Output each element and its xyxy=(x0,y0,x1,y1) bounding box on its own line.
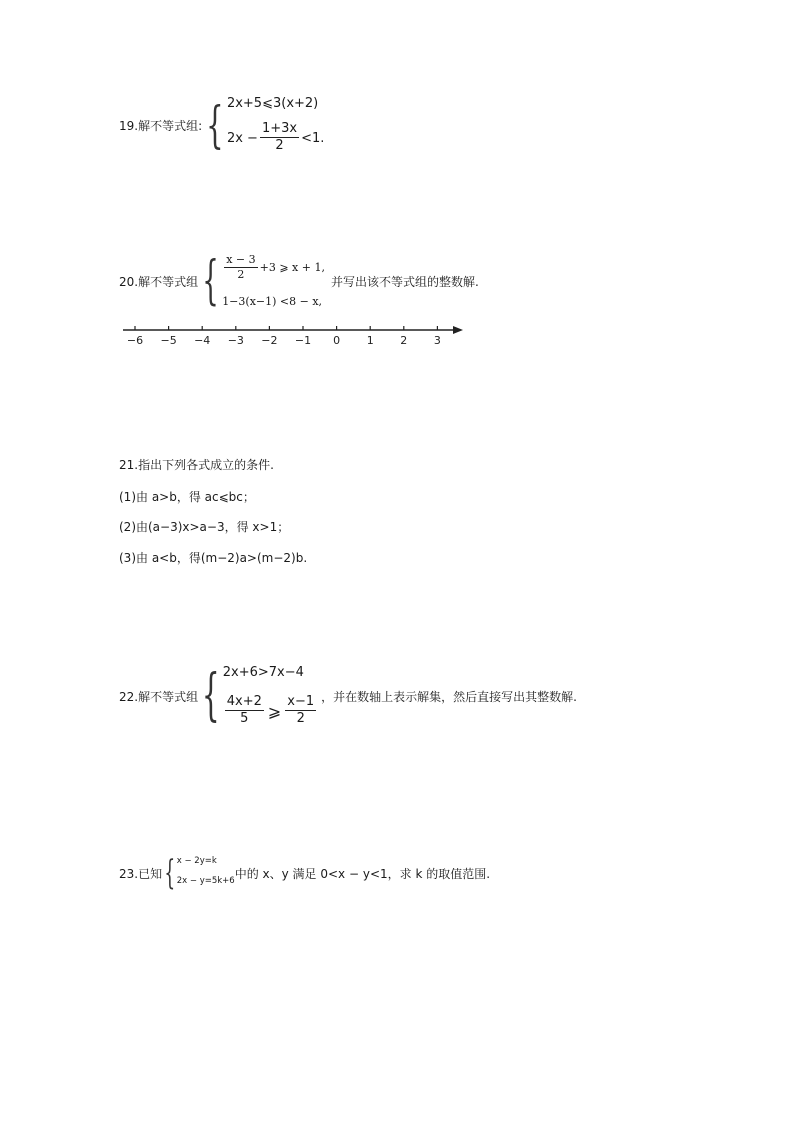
question-19 xyxy=(119,96,324,154)
number-line-tick-label: −4 xyxy=(194,334,211,347)
q23-eq2: 2x − y=5k+6 xyxy=(176,876,235,886)
q21-item-1: (1)由 a>b，得 ac⩽bc； xyxy=(119,490,255,504)
left-brace-icon: { xyxy=(202,251,219,311)
q19-label: 19.解不等式组: xyxy=(119,118,203,133)
number-line-tick-label: 0 xyxy=(333,334,341,347)
q19-fraction: $\frac{1+3x}{2}$ xyxy=(261,121,298,154)
q20-tail: 并写出该不等式组的整数解. xyxy=(330,274,479,289)
q22-system xyxy=(199,665,318,727)
q22-label: 22.解不等式组 xyxy=(119,689,199,704)
q22-eq1: 2x+6>7x−4 xyxy=(222,665,304,680)
q21-item-3: (3)由 a<b，得(m−2)a>(m−2)b. xyxy=(119,551,308,565)
left-brace-icon: { xyxy=(164,853,176,893)
q20-label: 20.解不等式组 xyxy=(119,274,199,289)
number-line xyxy=(119,320,469,350)
q21-title: 21.指出下列各式成立的条件. xyxy=(119,458,274,472)
number-line-tick-label: −2 xyxy=(261,334,278,347)
question-23 xyxy=(119,853,491,893)
number-line-tick-label: −1 xyxy=(294,334,312,347)
q23-label: 23.已知 xyxy=(119,866,163,881)
q20-eq1: $\frac{x - 3}{2}$ +3 ⩾ x + 1, xyxy=(226,253,325,281)
q23-tail: 中的 x、y 满足 0<x − y<1，求 k 的取值范围. xyxy=(234,866,491,881)
q19-system xyxy=(203,96,324,154)
arrow-right-icon xyxy=(453,326,463,334)
number-line-tick-label: −3 xyxy=(227,334,244,347)
q20-eq2: 1−3(x−1) <8 − x, xyxy=(222,295,323,308)
question-22 xyxy=(119,665,577,727)
number-line-tick-label: 3 xyxy=(433,334,441,347)
q23-system xyxy=(163,853,235,893)
q22-tail: ，并在数轴上表示解集，然后直接写出其整数解. xyxy=(321,689,577,704)
question-20 xyxy=(119,251,479,311)
q19-eq1: 2x+5⩽3(x+2) xyxy=(226,96,319,111)
q21-item-2: (2)由(a−3)x>a−3，得 x>1； xyxy=(119,520,290,534)
left-brace-icon: { xyxy=(206,96,224,154)
q23-eq1: x − 2y=k xyxy=(176,856,217,866)
q22-eq2: $\frac{4x+2}{5}$ ⩾ $\frac{x-1}{2}$ xyxy=(226,694,315,727)
number-line-tick-label: 1 xyxy=(366,334,374,347)
left-brace-icon: { xyxy=(202,663,220,728)
number-line-tick-label: −5 xyxy=(160,334,177,347)
number-line-tick-label: 2 xyxy=(400,334,408,347)
q20-system xyxy=(199,251,325,311)
number-line-tick-label: −6 xyxy=(126,334,144,347)
q19-eq2: 2x − $\frac{1+3x}{2}$ <1 . xyxy=(226,121,325,154)
